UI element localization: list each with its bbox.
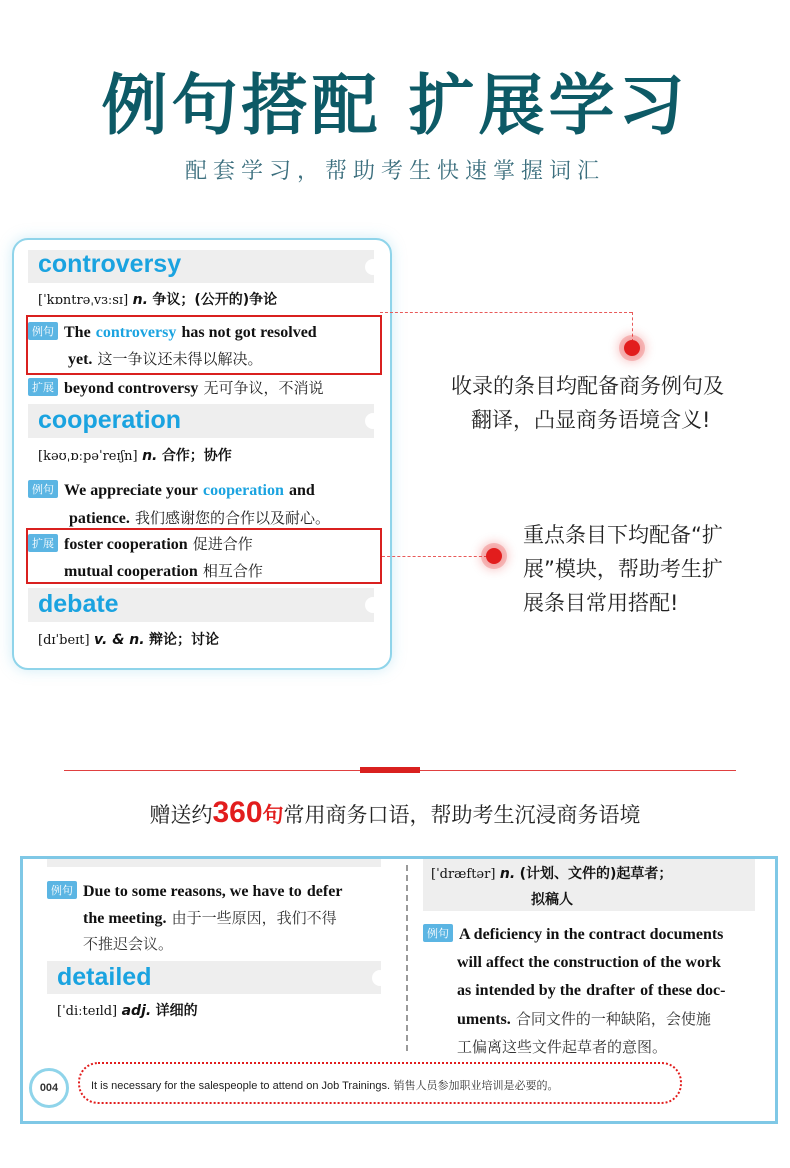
example-sentence-cooperation-line2: patience. 我们感谢您的合作以及耐心。 — [69, 509, 330, 527]
dictionary-sample-panel — [12, 238, 392, 670]
cutoff-word-bar — [47, 856, 381, 867]
pronunciation-drafter: [ˈdræftər] n. (计划、文件的)起草者； — [431, 866, 673, 882]
example-tag: 例句 — [47, 881, 77, 899]
callout-text-extend: 重点条目下均配备“扩 展”模块，帮助考生扩 展条目常用搭配! — [523, 523, 723, 615]
example-sentence-drafter-line3: as intended by the drafter of these doc- — [457, 982, 726, 999]
example-sentence-cooperation: 例句 We appreciate your cooperation and — [28, 480, 315, 500]
highlight-box-extend — [26, 528, 382, 584]
callout-text-examples: 收录的条目均配备商务例句及 — [451, 374, 724, 398]
extend-cooperation-2: mutual cooperation 相互合作 — [64, 562, 263, 580]
example-sentence-drafter: 例句 A deficiency in the contract documents — [423, 924, 723, 944]
callout-dot — [486, 548, 502, 564]
example-sentence-controversy: 例句 The controversy has not got resolved — [28, 322, 317, 342]
extend-tag: 扩展 — [28, 534, 58, 552]
example-tag: 例句 — [28, 322, 58, 340]
extend-tag: 扩展 — [28, 378, 58, 396]
book-page-sample — [20, 856, 778, 1124]
example-sentence-drafter-line2: will affect the construction of the work — [457, 954, 721, 971]
example-sentence-defer: 例句 Due to some reasons, we have to defer — [47, 881, 342, 901]
highlight-box-example — [26, 315, 382, 375]
example-sentence-controversy-line2: yet. 这一争议还未得以解决。 — [68, 350, 263, 368]
pronunciation-controversy: [ˈkɒntrəˌvɜːsɪ] n. 争议；(公开的)争论 — [38, 292, 278, 308]
column-separator — [406, 865, 408, 1051]
section-divider-accent — [360, 767, 420, 773]
example-sentence-defer-line3: 不推迟会议。 — [83, 935, 174, 953]
extend-controversy: 扩展 beyond controversy 无可争议，不消说 — [28, 377, 323, 398]
connector-line — [382, 556, 487, 557]
callout-dot — [624, 340, 640, 356]
page-title: 例句搭配 扩展学习 — [101, 67, 689, 144]
pronunciation-cooperation: [kəʊˌɒːpəˈreɪʃn] n. 合作；协作 — [38, 448, 232, 464]
connector-line — [632, 312, 633, 342]
page-subtitle: 配套学习，帮助考生快速掌握词汇 — [184, 159, 605, 184]
pronunciation-debate: [dɪˈbeɪt] v. & n. 辩论；讨论 — [38, 632, 220, 648]
footer-oral-sentence: It is necessary for the salespeople to attend on Job Trainings. 销售人员参加职业培训是必要的。 — [91, 1079, 559, 1092]
example-tag: 例句 — [423, 924, 453, 942]
callout-text-examples-line2: 翻译，凸显商务语境含义! — [471, 408, 711, 432]
headword-debate: debate — [38, 590, 119, 618]
headword-cooperation: cooperation — [38, 406, 182, 434]
gift-headline: 赠送约360句常用商务口语，帮助考生沉浸商务语境 — [149, 796, 641, 829]
example-sentence-drafter-line4: uments. 合同文件的一种缺陷，会使施 — [457, 1010, 711, 1028]
example-tag: 例句 — [28, 480, 58, 498]
headword-detailed: detailed — [57, 963, 152, 991]
extend-cooperation-1: 扩展 foster cooperation 促进合作 — [28, 533, 253, 554]
example-sentence-drafter-line5: 工偏离这些文件起草者的意图。 — [457, 1038, 668, 1056]
example-sentence-defer-line2: the meeting. 由于一些原因，我们不得 — [83, 909, 337, 927]
page-number-badge: 004 — [29, 1068, 69, 1108]
meaning-drafter-line2: 拟稿人 — [531, 892, 573, 908]
connector-line — [380, 312, 632, 313]
headword-controversy: controversy — [38, 250, 182, 278]
pronunciation-detailed: [ˈdiːteɪld] adj. 详细的 — [57, 1003, 198, 1019]
